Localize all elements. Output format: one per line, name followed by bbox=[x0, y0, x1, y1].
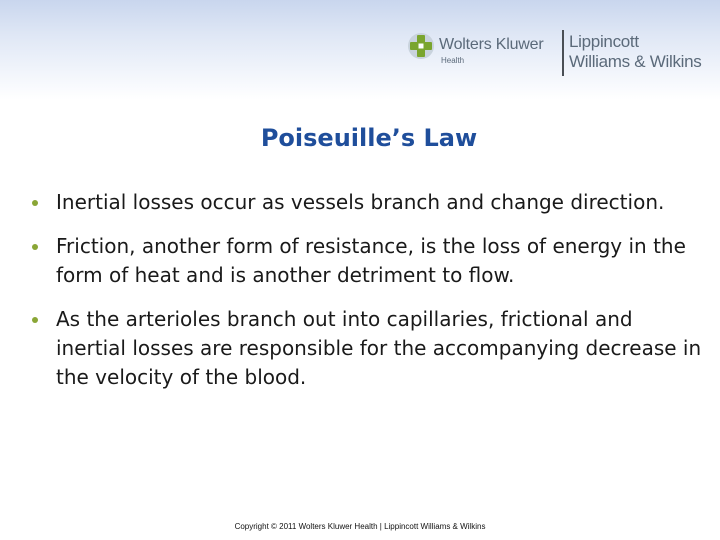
bullet-list bbox=[28, 188, 708, 407]
logo-divider bbox=[562, 30, 564, 76]
bullet-text: Inertial losses occur as vessels branch and change direction. bbox=[56, 190, 665, 214]
bullet-dot-icon bbox=[32, 244, 38, 250]
copyright-footer: Copyright © 2011 Wolters Kluwer Health | Lippincott Williams & Wilkins bbox=[234, 522, 486, 531]
bullet-text: Friction, another form of resistance, is the loss of energy in the form of heat and is another detriment to flow. bbox=[56, 234, 686, 287]
bullet-item bbox=[28, 188, 708, 217]
logo-company-name: Wolters Kluwer bbox=[439, 36, 544, 53]
bullet-item bbox=[28, 232, 708, 290]
logo-imprint-line2: Williams & Wilkins bbox=[569, 52, 702, 71]
bullet-dot-icon bbox=[32, 200, 38, 206]
publisher-logo bbox=[405, 26, 717, 82]
logo-imprint-line1: Lippincott bbox=[569, 32, 639, 51]
wolters-kluwer-logo-icon bbox=[407, 32, 435, 60]
bullet-dot-icon bbox=[32, 317, 38, 323]
slide-title: Poiseuille’s Law bbox=[260, 124, 478, 152]
bullet-text: As the arterioles branch out into capillaries, frictional and inertial losses are responsible for the accompanying decrease in the velocity of the blood. bbox=[56, 307, 702, 389]
bullet-item bbox=[28, 305, 708, 392]
logo-division-name: Health bbox=[441, 56, 465, 65]
